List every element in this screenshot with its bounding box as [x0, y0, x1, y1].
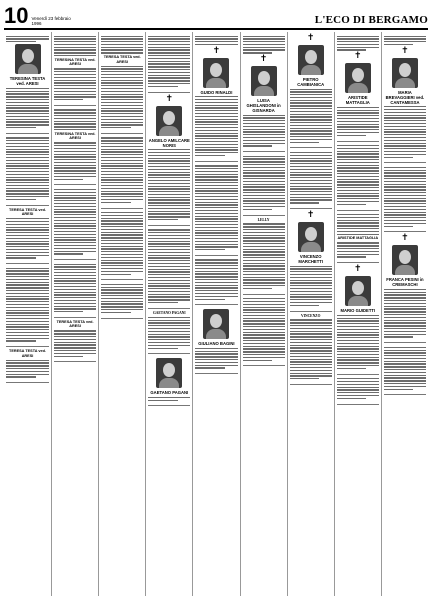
obituary-notice — [101, 209, 143, 281]
obituary-notice — [148, 93, 190, 226]
obituary-notice — [337, 375, 379, 405]
deceased-name: GAETANO PAGANI — [150, 390, 189, 396]
page-header — [4, 4, 428, 26]
masthead: L'ECO DI BERGAMO — [314, 14, 428, 26]
obituary-notice — [195, 256, 237, 305]
portrait-photo — [156, 358, 182, 388]
column-1 — [4, 32, 51, 596]
obituary-notice — [243, 216, 285, 295]
deceased-name: TERESINA TESTA ved. ARESI — [54, 57, 96, 67]
deceased-name: VINCENZO MARCHETTI — [298, 254, 324, 265]
obituary-notice — [101, 134, 143, 209]
header-rule — [4, 28, 428, 30]
column-9 — [381, 32, 428, 596]
cross-icon: ✝ — [354, 51, 362, 62]
column-4 — [145, 32, 192, 596]
cross-icon: ✝ — [306, 210, 315, 221]
obituary-notice — [6, 32, 49, 134]
column-8 — [334, 32, 381, 596]
portrait-photo — [392, 58, 418, 88]
obituary-notice — [54, 318, 96, 362]
obituary-notice — [290, 312, 332, 385]
deceased-name: GIULIANO BAGINI — [198, 341, 235, 347]
portrait-photo — [203, 58, 229, 88]
obituary-notice — [384, 232, 426, 343]
column-5 — [192, 32, 239, 596]
obituary-notice — [243, 152, 285, 215]
portrait-photo — [298, 45, 324, 75]
deceased-name: MARIA BREVAGGIERI ved. CANTAMESSA — [385, 89, 425, 105]
deceased-name: TERESA TESTA ved. ARESI — [9, 207, 46, 217]
obituary-notice — [6, 134, 49, 206]
portrait-photo — [298, 222, 324, 252]
obituary-notice — [6, 264, 49, 347]
obituary-notice — [290, 209, 332, 311]
portrait-photo — [203, 309, 229, 339]
portrait-photo — [156, 106, 182, 136]
obituary-notice — [148, 226, 190, 309]
notice-heading: LELLY — [257, 217, 270, 222]
column-7 — [287, 32, 334, 596]
obituary-notice — [101, 280, 143, 318]
deceased-name: ANGELO AMILCARE NORIS — [148, 137, 190, 148]
issue-date: Venerdì 23 febbraio 1996 — [31, 16, 71, 26]
portrait-photo — [15, 44, 41, 74]
obituary-notice — [384, 163, 426, 232]
obituary-notice — [337, 211, 379, 264]
obituary-notice — [54, 32, 96, 106]
obituary-notice — [195, 162, 237, 256]
deceased-name: TERESINA TESTA ved. ARESI — [9, 76, 46, 87]
notice-heading: GAETANO PAGANI — [152, 310, 186, 315]
obituary-notice — [148, 354, 190, 406]
deceased-name: TERESA TESTA ved. ARESI — [103, 55, 141, 64]
obituary-notice — [337, 32, 379, 142]
obituary-notice — [54, 185, 96, 260]
obituary-notice — [6, 206, 49, 264]
deceased-name: GUIDO RINALDI — [200, 89, 233, 95]
deceased-name: LUISA GHISLANDONI in GISNARDA — [246, 98, 281, 114]
obituary-notice — [195, 32, 237, 162]
obituary-notice — [384, 32, 426, 163]
obituary-notice — [195, 305, 237, 374]
obituary-notice — [337, 263, 379, 374]
deceased-name: PIETRO CAMBIANICA — [297, 77, 325, 87]
portrait-photo — [392, 245, 418, 275]
obituary-notice — [6, 347, 49, 383]
portrait-photo — [345, 63, 371, 93]
deceased-name: TERESA TESTA ved. ARESI — [56, 319, 94, 329]
obituary-notice — [243, 295, 285, 367]
obituary-notice — [148, 309, 190, 354]
notice-heading: VINCENZO — [301, 313, 321, 318]
deceased-name: TERESA TESTA ved. ARESI — [9, 349, 46, 358]
portrait-photo — [251, 66, 277, 96]
obituary-notice — [384, 343, 426, 395]
cross-icon: ✝ — [259, 54, 268, 65]
cross-icon: ✝ — [401, 233, 409, 244]
deceased-name: MARIO GUIDETTI — [340, 308, 376, 314]
obituary-notice — [101, 32, 143, 134]
obituary-notice — [290, 148, 332, 209]
cross-icon: ✝ — [212, 45, 221, 56]
cross-icon: ✝ — [165, 93, 174, 104]
column-6 — [240, 32, 287, 596]
obituary-notice — [337, 142, 379, 211]
cross-icon: ✝ — [401, 45, 409, 56]
column-3 — [98, 32, 145, 596]
deceased-name: FRANCA PESINI in CREMASCHI — [386, 277, 424, 288]
cross-icon: ✝ — [306, 33, 315, 43]
column-2 — [51, 32, 98, 596]
obituary-notice — [243, 32, 285, 152]
obituary-notice — [54, 106, 96, 186]
page-number: 10 — [4, 3, 29, 28]
cross-icon: ✝ — [354, 264, 362, 275]
deceased-name: TERESINA TESTA ved. ARESI — [54, 131, 96, 141]
obituary-notice — [148, 32, 190, 93]
deceased-name: ARISTIDE MATTAGLIA — [345, 95, 370, 106]
obituary-notice — [290, 32, 332, 148]
obituaries-grid — [4, 32, 428, 596]
obituary-notice — [54, 260, 96, 318]
portrait-photo — [345, 276, 371, 306]
deceased-name: ARISTIDE MATTAGLIA — [337, 236, 379, 241]
